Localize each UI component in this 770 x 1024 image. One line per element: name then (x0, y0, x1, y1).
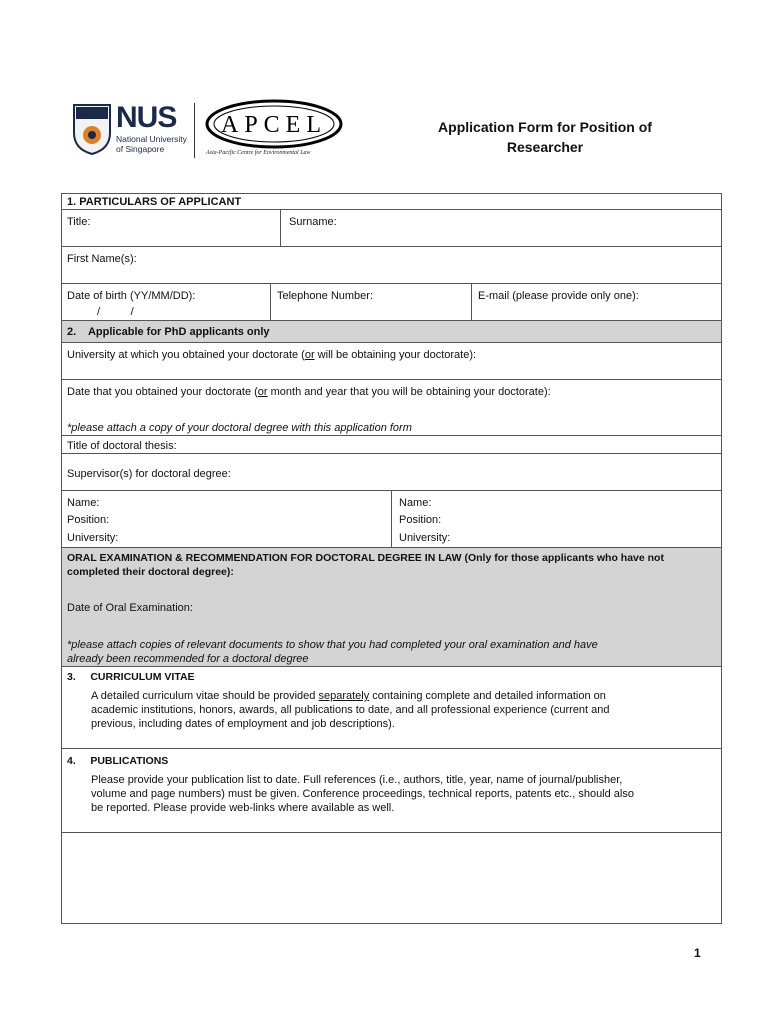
col-line (391, 490, 392, 547)
doctorate-date-label: Date that you obtained your doctorate (or month and year that you will be obtaining your doctorate): (67, 386, 551, 398)
apcel-logo (204, 98, 344, 150)
doctoral-degree-attach-note: *please attach a copy of your doctoral degree with this application form (67, 422, 412, 434)
first-name-field-label: First Name(s): (67, 253, 137, 265)
supervisor2-position-label: Position: (399, 514, 442, 526)
publications-entry-area[interactable] (62, 833, 721, 923)
supervisor1-name-label: Name: (67, 497, 100, 509)
telephone-field-label: Telephone Number: (277, 290, 374, 302)
row-line (61, 320, 722, 321)
nus-subtitle: National University of Singapore (116, 134, 187, 154)
nus-crest-icon (72, 103, 112, 155)
supervisor2-name-label: Name: (399, 497, 432, 509)
oral-exam-date-label: Date of Oral Examination: (67, 602, 193, 614)
row-line (61, 246, 722, 247)
form-title-line2: Researcher (506, 139, 584, 155)
row-line (61, 283, 722, 284)
oral-exam-heading-line2: completed their doctoral degree): (67, 566, 234, 578)
supervisor-label: Supervisor(s) for doctoral degree: (67, 468, 231, 480)
svg-text:APCEL: APCEL (220, 112, 328, 138)
surname-field-label: Surname: (289, 216, 337, 228)
row-line (61, 342, 722, 343)
oral-exam-note-line2: already been recommended for a doctoral degree (67, 653, 309, 665)
apcel-tagline: Asia-Pacific Centre for Environmental Law (206, 150, 311, 156)
row-line (61, 748, 722, 749)
row-line (61, 379, 722, 380)
col-line (270, 283, 271, 320)
publications-instructions: Please provide your publication list to date. Full references (i.e., authors, title, year, name of journal/publisher, volume and page numbers) must be given. Conference proceedings, technical reports, patents etc., should also be reported. Please provide web-links where available as well. (91, 774, 634, 815)
dob-slashes: / / (97, 306, 134, 318)
dob-field-label: Date of birth (YY/MM/DD): (67, 290, 196, 302)
row-line (61, 209, 722, 210)
col-line (471, 283, 472, 320)
email-field-label: E-mail (please provide only one): (478, 290, 639, 302)
row-line (61, 547, 722, 548)
logo-divider (194, 103, 195, 158)
supervisor1-position-label: Position: (67, 514, 110, 526)
title-field-label: Title: (67, 216, 91, 228)
section4-heading: 4. PUBLICATIONS (67, 755, 169, 767)
col-line (280, 209, 281, 246)
oral-exam-heading-line1: ORAL EXAMINATION & RECOMMENDATION FOR DOCTORAL DEGREE IN LAW (Only for those applicants who have not (67, 552, 664, 564)
supervisor2-university-label: University: (399, 532, 451, 544)
row-line (61, 435, 722, 436)
section3-heading: 3. CURRICULUM VITAE (67, 671, 195, 683)
section2-heading: 2. Applicable for PhD applicants only (67, 326, 270, 338)
cv-instructions: A detailed curriculum vitae should be provided separately containing complete and detailed information on academic institutions, honors, awards, all publications to date, and all professional experience (current and previous, including dates of employment and job descriptions). (91, 690, 610, 731)
page-number: 1 (694, 946, 701, 960)
nus-wordmark: NUS (116, 101, 177, 134)
supervisor1-university-label: University: (67, 532, 119, 544)
section1-heading: 1. PARTICULARS OF APPLICANT (67, 196, 242, 208)
thesis-title-label: Title of doctoral thesis: (67, 440, 177, 452)
row-line (61, 453, 722, 454)
oral-exam-note-line1: *please attach copies of relevant documents to show that you had completed your oral examination and have (67, 639, 598, 651)
row-line (61, 666, 722, 667)
form-title (400, 117, 690, 157)
form-title-line1: Application Form for Position of (438, 119, 652, 135)
doctorate-university-label: University at which you obtained your doctorate (or will be obtaining your doctorate): (67, 349, 477, 361)
